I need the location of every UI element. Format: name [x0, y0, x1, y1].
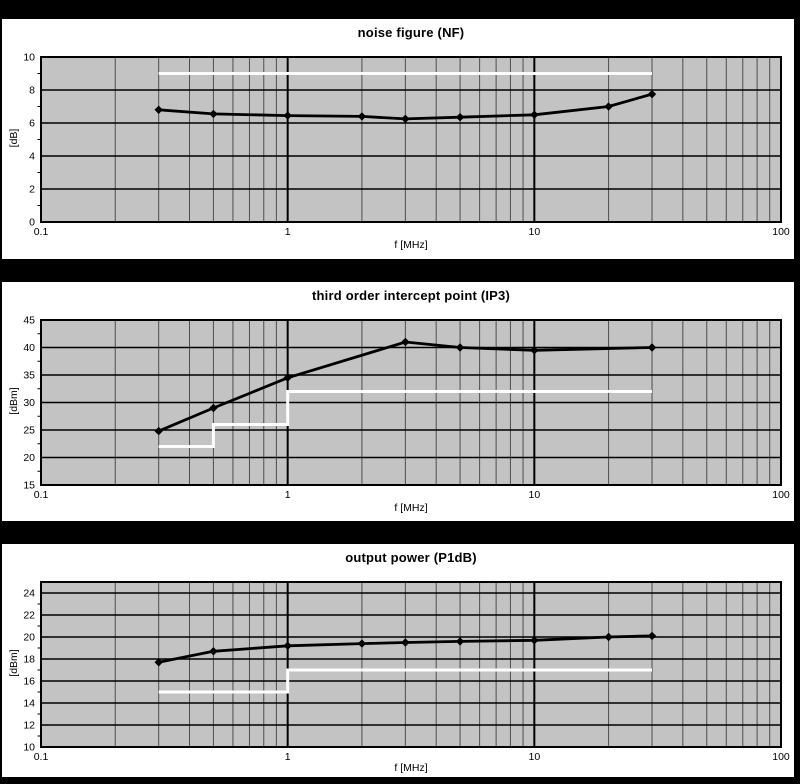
x-tick-label: 100 — [772, 226, 790, 238]
y-tick-label: 10 — [23, 51, 35, 64]
y-tick-label: 14 — [23, 697, 35, 710]
p1db-chart — [2, 544, 794, 777]
chart-panel-ip3 — [2, 282, 794, 521]
y-tick-label: 10 — [23, 741, 35, 754]
x-tick-label: 0.1 — [33, 751, 49, 763]
y-tick-label: 45 — [23, 314, 35, 327]
y-axis-label: [dBm] — [8, 649, 20, 677]
chart-panel-p1db — [2, 544, 794, 777]
x-tick-label: 0.1 — [33, 489, 49, 501]
y-tick-label: 4 — [29, 150, 35, 163]
y-tick-label: 20 — [23, 452, 35, 464]
x-tick-label: 10 — [528, 489, 541, 501]
y-tick-label: 6 — [29, 117, 35, 130]
x-tick-labels — [34, 489, 790, 501]
y-tick-label: 16 — [23, 675, 35, 688]
x-tick-label: 1 — [284, 226, 291, 238]
x-tick-label: 0.1 — [33, 226, 49, 238]
x-tick-label: 10 — [528, 751, 541, 763]
y-axis-label: [dBm] — [8, 387, 20, 415]
y-tick-label: 40 — [23, 342, 35, 354]
noise-figure-chart — [2, 19, 794, 259]
y-tick-label: 18 — [23, 653, 35, 666]
chart-panel-noise-figure — [2, 19, 794, 259]
y-tick-label: 15 — [23, 479, 35, 492]
x-tick-label: 1 — [284, 751, 291, 763]
chart-title: noise figure (NF) — [357, 25, 465, 40]
x-axis-label: f [MHz] — [394, 502, 428, 514]
y-tick-labels — [23, 588, 35, 754]
x-tick-label: 10 — [528, 226, 541, 238]
x-axis-label: f [MHz] — [394, 239, 428, 251]
y-tick-label: 25 — [23, 424, 35, 437]
y-tick-label: 24 — [23, 587, 35, 600]
y-tick-label: 2 — [29, 183, 35, 196]
y-tick-label: 22 — [23, 609, 35, 622]
x-tick-label: 100 — [772, 751, 790, 763]
x-axis-label: f [MHz] — [394, 762, 428, 774]
chart-title: output power (P1dB) — [345, 550, 477, 565]
y-tick-label: 35 — [23, 369, 35, 382]
y-tick-labels — [23, 52, 35, 229]
chart-title: third order intercept point (IP3) — [312, 288, 510, 303]
ip3-chart — [2, 282, 794, 521]
x-tick-label: 100 — [772, 489, 790, 501]
y-tick-label: 20 — [23, 631, 35, 644]
x-tick-label: 1 — [284, 489, 291, 501]
y-tick-labels — [23, 315, 35, 492]
y-tick-label: 8 — [29, 84, 35, 97]
plot-background — [41, 57, 781, 222]
plot-background — [41, 582, 781, 747]
y-axis-label: [dB] — [8, 128, 20, 148]
y-tick-label: 12 — [23, 719, 35, 732]
x-tick-labels — [34, 226, 790, 238]
y-tick-label: 30 — [23, 397, 35, 409]
y-tick-label: 0 — [29, 216, 35, 229]
